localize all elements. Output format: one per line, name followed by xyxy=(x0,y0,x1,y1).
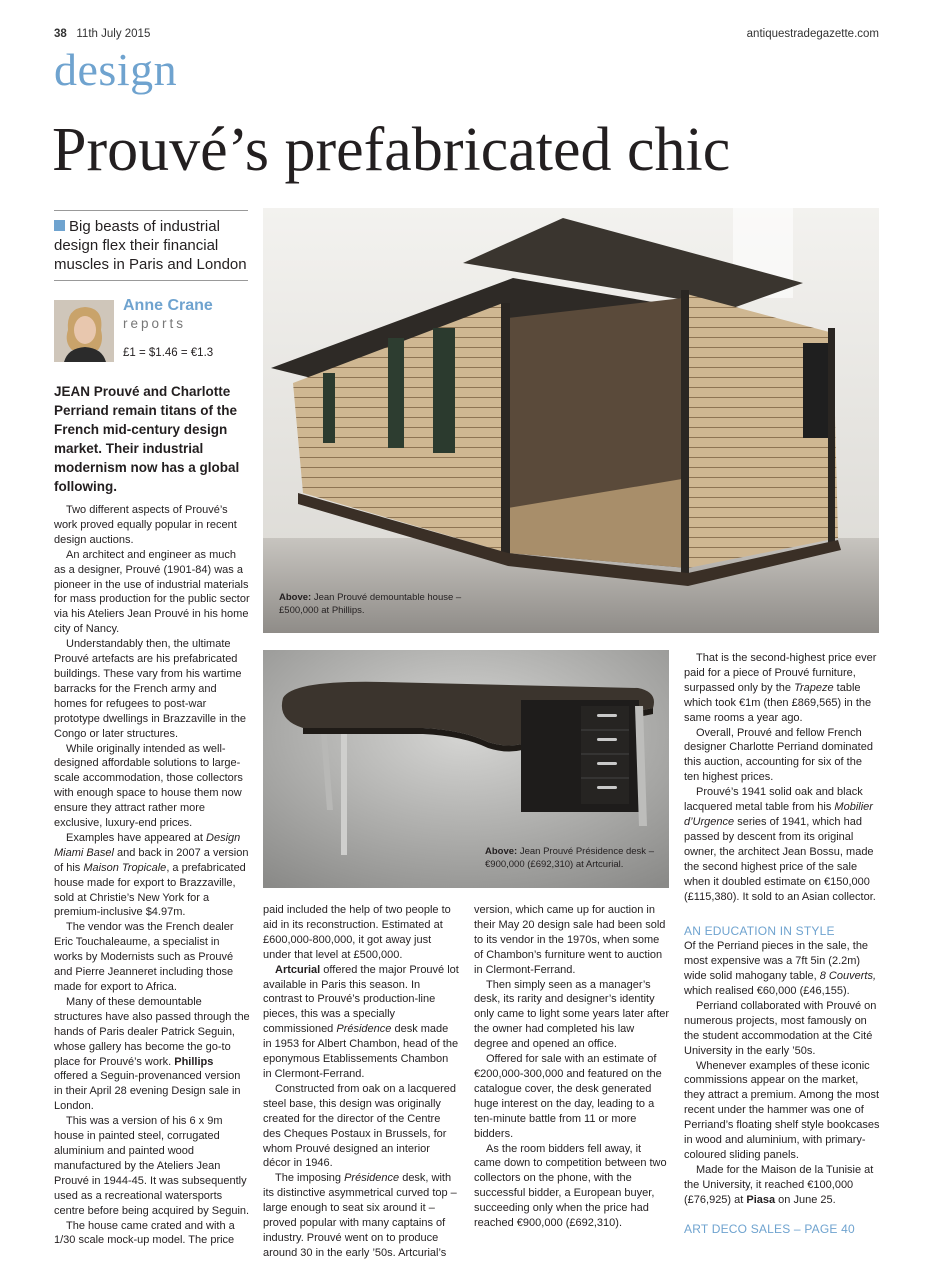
body-paragraph: This was a version of his 6 x 9m house in painted steel, corrugated aluminium and painted wood manufactured by the Ateliers Jean Prouvé in 1944-45. It was subsequently used as a recreational watersports centre before being acquired by Seguin. xyxy=(54,1115,250,1217)
standfirst xyxy=(54,210,248,281)
body-paragraph: The imposing Présidence desk, with its distinctive asymmetrical curved top – large enough to seat six around it – proved popular with many captains of industry. Prouvé went on to produce around 30 in the early ’50s. Artcurial’s xyxy=(263,1172,457,1259)
body-paragraph: Understandably then, the ultimate Prouvé artefacts are his prefabricated buildings. These vary from his wartime barracks for the French army and homes for refugees to post-war prototype dwellings in Brazzaville in the Congo or later structures. xyxy=(54,638,246,740)
body-paragraph: Two different aspects of Prouvé’s work proved equally popular in recent design auctions. xyxy=(54,504,237,546)
body-paragraph: Many of these demountable structures have also passed through the hands of Paris dealer Patrick Seguin, whose gallery has become the go-to place for Prouvé’s work. Phillips offered a Seguin-provenanced version in their April 28 evening Design sale in London. xyxy=(54,995,250,1113)
body-paragraph: Examples have appeared at Design Miami Basel and back in 2007 a version of his Maison Tropicale, a prefabricated house made for export to Brazzaville, sold at Christie’s New York for a premium-inclusive $4.97m. xyxy=(54,831,249,919)
body-paragraph: The vendor was the French dealer Eric Touchaleaume, a specialist in works by Modernists such as Prouvé and Pierre Jeanneret including those made for export to Africa. xyxy=(54,921,234,993)
issue-date: 11th July 2015 xyxy=(76,28,151,40)
body-paragraph: Offered for sale with an estimate of €200,000-300,000 and featured on the catalogue cover, the desk generated huge interest on the day, leading to a ten-minute battle from 11 or more bidders. xyxy=(474,1053,662,1140)
section-label: design xyxy=(54,44,178,95)
headline: Prouvé’s prefabricated chic xyxy=(52,116,731,184)
page-number: 38 xyxy=(54,28,67,40)
house-caption: Above: Jean Prouvé demountable house – £500,000 at Phillips. xyxy=(279,592,462,616)
author-portrait-icon xyxy=(54,300,114,362)
byline-role: reports xyxy=(123,316,187,331)
folio-left xyxy=(54,28,150,40)
author-photo xyxy=(54,300,114,362)
prefab-house-image xyxy=(263,208,879,633)
article-column-3 xyxy=(474,903,670,1231)
subheading: AN EDUCATION IN STYLE xyxy=(684,924,835,939)
body-paragraph: Of the Perriand pieces in the sale, the most expensive was a 7ft 5in (2.2m) wide solid mahogany table, 8 Couverts, which realised €60,000 (£46,155). xyxy=(684,940,876,998)
body-paragraph: The house came crated and with a 1/30 scale mock-up model. The price xyxy=(54,1219,235,1247)
body-paragraph: paid included the help of two people to aid in its reconstruction. Estimated at £600,000-800,000, it got away just under that level at £500,000. xyxy=(263,904,451,961)
body-paragraph: As the room bidders fell away, it came down to competition between two collectors on the phone, with the successful bidder, a European buyer, succeeding only when the price had reached €900,000 (£692,310). xyxy=(474,1142,667,1230)
house-photo xyxy=(263,208,879,633)
body-paragraph: Constructed from oak on a lacquered steel base, this design was originally created for the director of the Centre des Cheques Postaux in Brussels, for whom Prouvé designed an interior décor in 1946. xyxy=(263,1082,456,1170)
standfirst-text: Big beasts of industrial design flex their financial muscles in Paris and London xyxy=(54,218,247,273)
article-column-2 xyxy=(263,903,459,1261)
continuation-link[interactable]: ART DECO SALES – PAGE 40 xyxy=(684,1221,855,1236)
body-paragraph: Whenever examples of these iconic commissions appear on the market, they attract a premium. Among the most recent under the hammer was one of Perriand’s floating shelf style bookcases in wood and aluminium, with primary-coloured sliding panels. xyxy=(684,1059,880,1161)
author-name: Anne Crane xyxy=(123,297,213,314)
body-paragraph: That is the second-highest price ever paid for a piece of Prouvé furniture, surpassed only by the Trapeze table which took €1m (then £869,565) in the same rooms a year ago. xyxy=(684,652,877,724)
body-paragraph: Artcurial offered the major Prouvé lot available in Paris this season. In contrast to Prouvé’s production-line pieces, this was a specially commissioned Présidence desk made in 1953 for Albert Chambon, head of the eponymous Etablissements Chambon in Clermont-Ferrand. xyxy=(263,963,459,1080)
bullet-square-icon xyxy=(54,220,65,231)
article-column-1 xyxy=(54,503,250,1248)
body-paragraph: Prouvé’s 1941 solid oak and black lacquered metal table from his Mobilier d’Urgence series of 1941, which had passed by descent from its original owner, the architect Jean Bossu, made the second highest price of the sale when it doubled estimate on €150,000 (£115,380). It sold to an Asian collector. xyxy=(684,786,876,903)
body-paragraph: Perriand collaborated with Prouvé on numerous projects, most famously on the student accommodation at the Cité University in the early ’50s. xyxy=(684,999,877,1057)
exchange-rate: £1 = $1.46 = €1.3 xyxy=(123,347,214,359)
article-column-4 xyxy=(684,651,880,1237)
body-paragraph: Then simply seen as a manager’s desk, its rarity and designer’s identity only came to light some years later after the owner had completed his law degree and opened an office. xyxy=(474,978,670,1051)
desk-photo xyxy=(263,650,669,888)
body-paragraph: Overall, Prouvé and fellow French designer Charlotte Perriand dominated this auction, accounting for six of the ten highest prices. xyxy=(684,726,873,784)
body-paragraph: While originally intended as well-designed affordable solutions to large-scale accommodation, those collectors with enough space to house them now ensure they attract rather more exclusive, luxury-end prices. xyxy=(54,742,243,830)
body-paragraph: An architect and engineer as much as a designer, Prouvé (1901-84) was a pioneer in the use of industrial materials for mass production for the public sector via his Ateliers Jean Prouvé in his home city of Nancy. xyxy=(54,548,250,636)
body-paragraph: version, which came up for auction in their May 20 design sale had been sold to its vendor in the 1970s, when some of Chambon’s furniture went to auction in Clermont-Ferrand. xyxy=(474,904,666,976)
body-paragraph: Made for the Maison de la Tunisie at the University, it reached €100,000 (£76,925) at Piasa on June 25. xyxy=(684,1163,874,1206)
intro-paragraph: JEAN Prouvé and Charlotte Perriand remain titans of the French mid-century design market. Their industrial modernism now has a global following. xyxy=(54,384,240,494)
desk-caption: Above: Jean Prouvé Présidence desk – €900,000 (£692,310) at Artcurial. xyxy=(485,846,654,870)
website: antiquestradegazette.com xyxy=(746,28,879,40)
